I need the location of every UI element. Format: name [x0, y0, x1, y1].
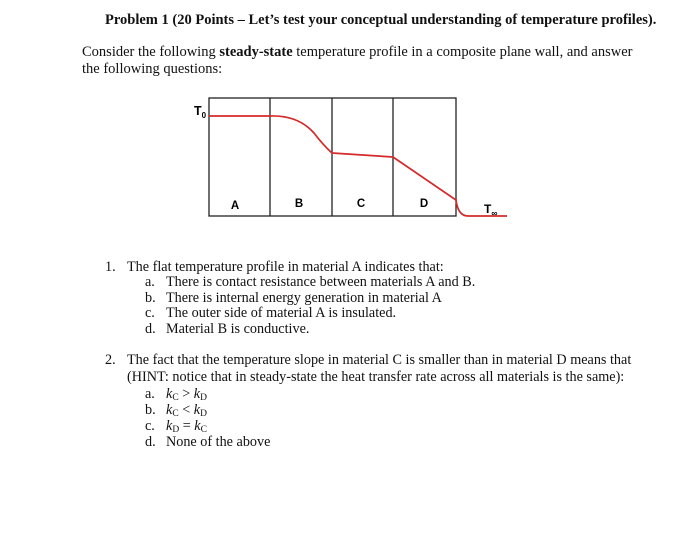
q2-option-d-letter: d. — [145, 434, 156, 450]
t-infinity-label: $T_\infty$ — [484, 202, 498, 218]
q2-option-c-text: $k_D = k_C$ — [166, 418, 207, 435]
q1-option-d-text: Material B is conductive. — [166, 320, 310, 337]
q1-option-d-letter: d. — [145, 320, 156, 337]
q1-option-a-text: There is contact resistance between materials A and B. — [166, 274, 476, 290]
material-label-c: C — [356, 198, 366, 210]
q2-option-b-letter: b. — [145, 402, 156, 418]
problem-title: Problem 1 (20 Points – Let’s test your conceptual understanding of temperature profiles). — [105, 12, 657, 28]
q2-option-c-letter: c. — [145, 418, 155, 434]
q1-option-c-letter: c. — [145, 305, 155, 321]
t0-label: $T_0$ — [194, 104, 207, 120]
question-2-stem-line-2: (HINT: notice that in steady-state the heat transfer rate across all materials is the same): — [127, 368, 625, 385]
intro-text-end: temperature profile in a composite plane wall, and answer the following questions: — [82, 44, 633, 77]
question-2-number: 2. — [105, 352, 116, 368]
q1-option-b-text: There is internal energy generation in material A — [166, 289, 442, 306]
question-1-number: 1. — [105, 259, 116, 275]
q2-option-b-text: $k_C < k_D$ — [166, 402, 207, 419]
q1-option-a-letter: a. — [145, 274, 155, 290]
question-2-stem-line-1: The fact that the temperature slope in material C is smaller than in material D means that — [127, 352, 632, 368]
intro-bold-steady-state: steady-state — [219, 44, 293, 60]
intro-text-start: Consider the following — [82, 44, 220, 60]
q2-option-a-letter: a. — [145, 386, 155, 402]
question-1-stem: The flat temperature profile in material A indicates that: — [127, 259, 444, 275]
material-label-b: B — [294, 198, 304, 210]
q2-option-a-text: $k_C > k_D$ — [166, 386, 207, 403]
material-label-a: A — [230, 200, 240, 212]
question-1 — [105, 259, 665, 339]
q1-option-c-text: The outer side of material A is insulated. — [166, 305, 397, 321]
q2-option-d-text: None of the above — [166, 434, 271, 450]
q1-option-b-letter: b. — [145, 289, 156, 306]
material-label-d: D — [419, 198, 429, 210]
question-2 — [105, 352, 685, 452]
